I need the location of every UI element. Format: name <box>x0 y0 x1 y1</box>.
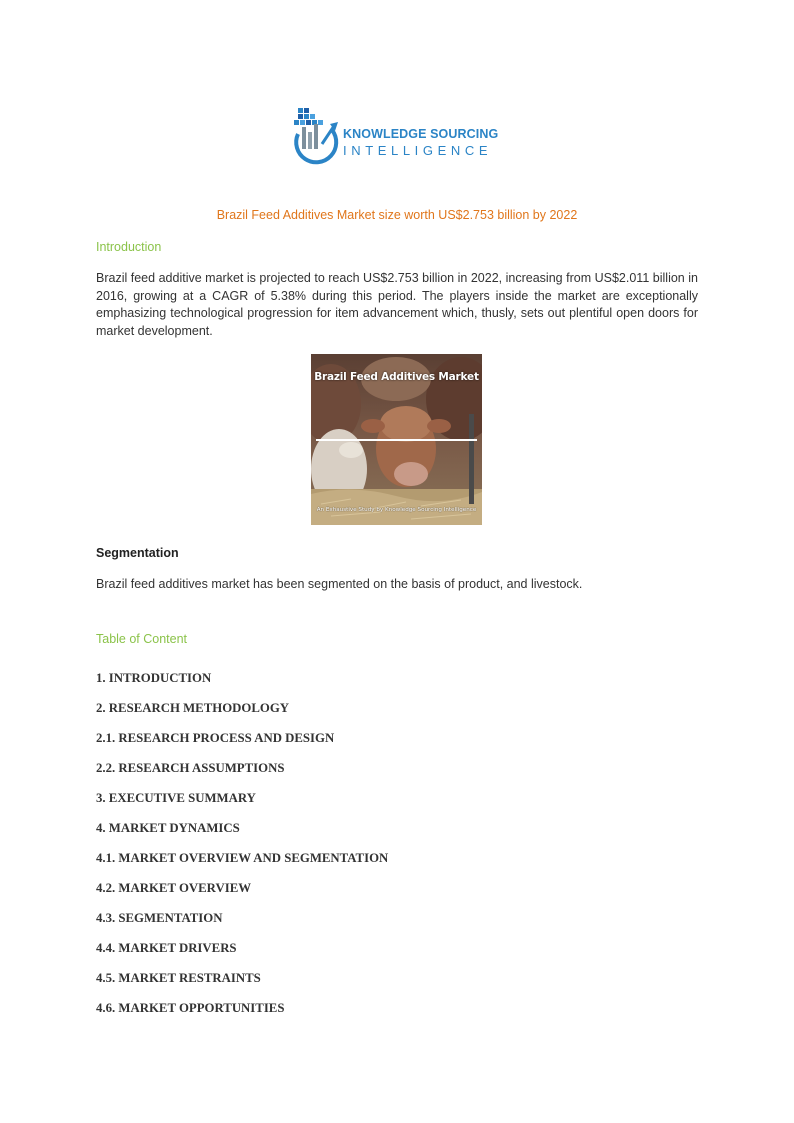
toc-item: 4.3. SEGMENTATION <box>96 911 223 925</box>
toc-item: 4.2. MARKET OVERVIEW <box>96 881 252 895</box>
document-title: Brazil Feed Additives Market size worth US$2.753 billion by 2022 <box>216 208 578 222</box>
toc-item: 2.2. RESEARCH ASSUMPTIONS <box>96 761 285 775</box>
toc-item: 1. INTRODUCTION <box>96 671 212 685</box>
toc-item: 3. EXECUTIVE SUMMARY <box>96 791 256 805</box>
segmentation-heading: Segmentation <box>96 546 179 560</box>
toc-item: 4.6. MARKET OPPORTUNITIES <box>96 1001 285 1015</box>
market-cover-image <box>311 354 482 525</box>
toc-item: 4. MARKET DYNAMICS <box>96 821 240 835</box>
introduction-paragraph: Brazil feed additive market is projected to reach US$2.753 billion in 2022, increasing from US$2.011 billion in 2016, growing at a CAGR of 5.38% during this period. The players inside the market are exceptionally emphasizing technological progression for item advancement which, thusly, sets out plentiful open doors for market development. <box>96 271 698 338</box>
toc-item: 2.1. RESEARCH PROCESS AND DESIGN <box>96 731 335 745</box>
segmentation-paragraph: Brazil feed additives market has been segmented on the basis of product, and livestock. <box>96 577 583 591</box>
cover-image-title: Brazil Feed Additives Market <box>314 371 479 383</box>
logo-emblem-icon <box>292 104 344 166</box>
toc-heading: Table of Content <box>96 632 188 646</box>
cover-image-divider <box>316 439 477 441</box>
toc-item: 4.5. MARKET RESTRAINTS <box>96 971 261 985</box>
logo-text-line1: KNOWLEDGE SOURCING <box>343 127 499 141</box>
toc-item: 4.4. MARKET DRIVERS <box>96 941 237 955</box>
toc-item: 2. RESEARCH METHODOLOGY <box>96 701 290 715</box>
toc-item: 4.1. MARKET OVERVIEW AND SEGMENTATION <box>96 851 389 865</box>
logo-text-line2: INTELLIGENCE <box>343 143 493 158</box>
table-of-contents <box>96 671 388 1031</box>
cover-image-caption: An Exhaustive Study by Knowledge Sourcing Intelligence <box>316 507 477 513</box>
company-logo <box>292 104 506 166</box>
introduction-heading: Introduction <box>96 240 162 254</box>
